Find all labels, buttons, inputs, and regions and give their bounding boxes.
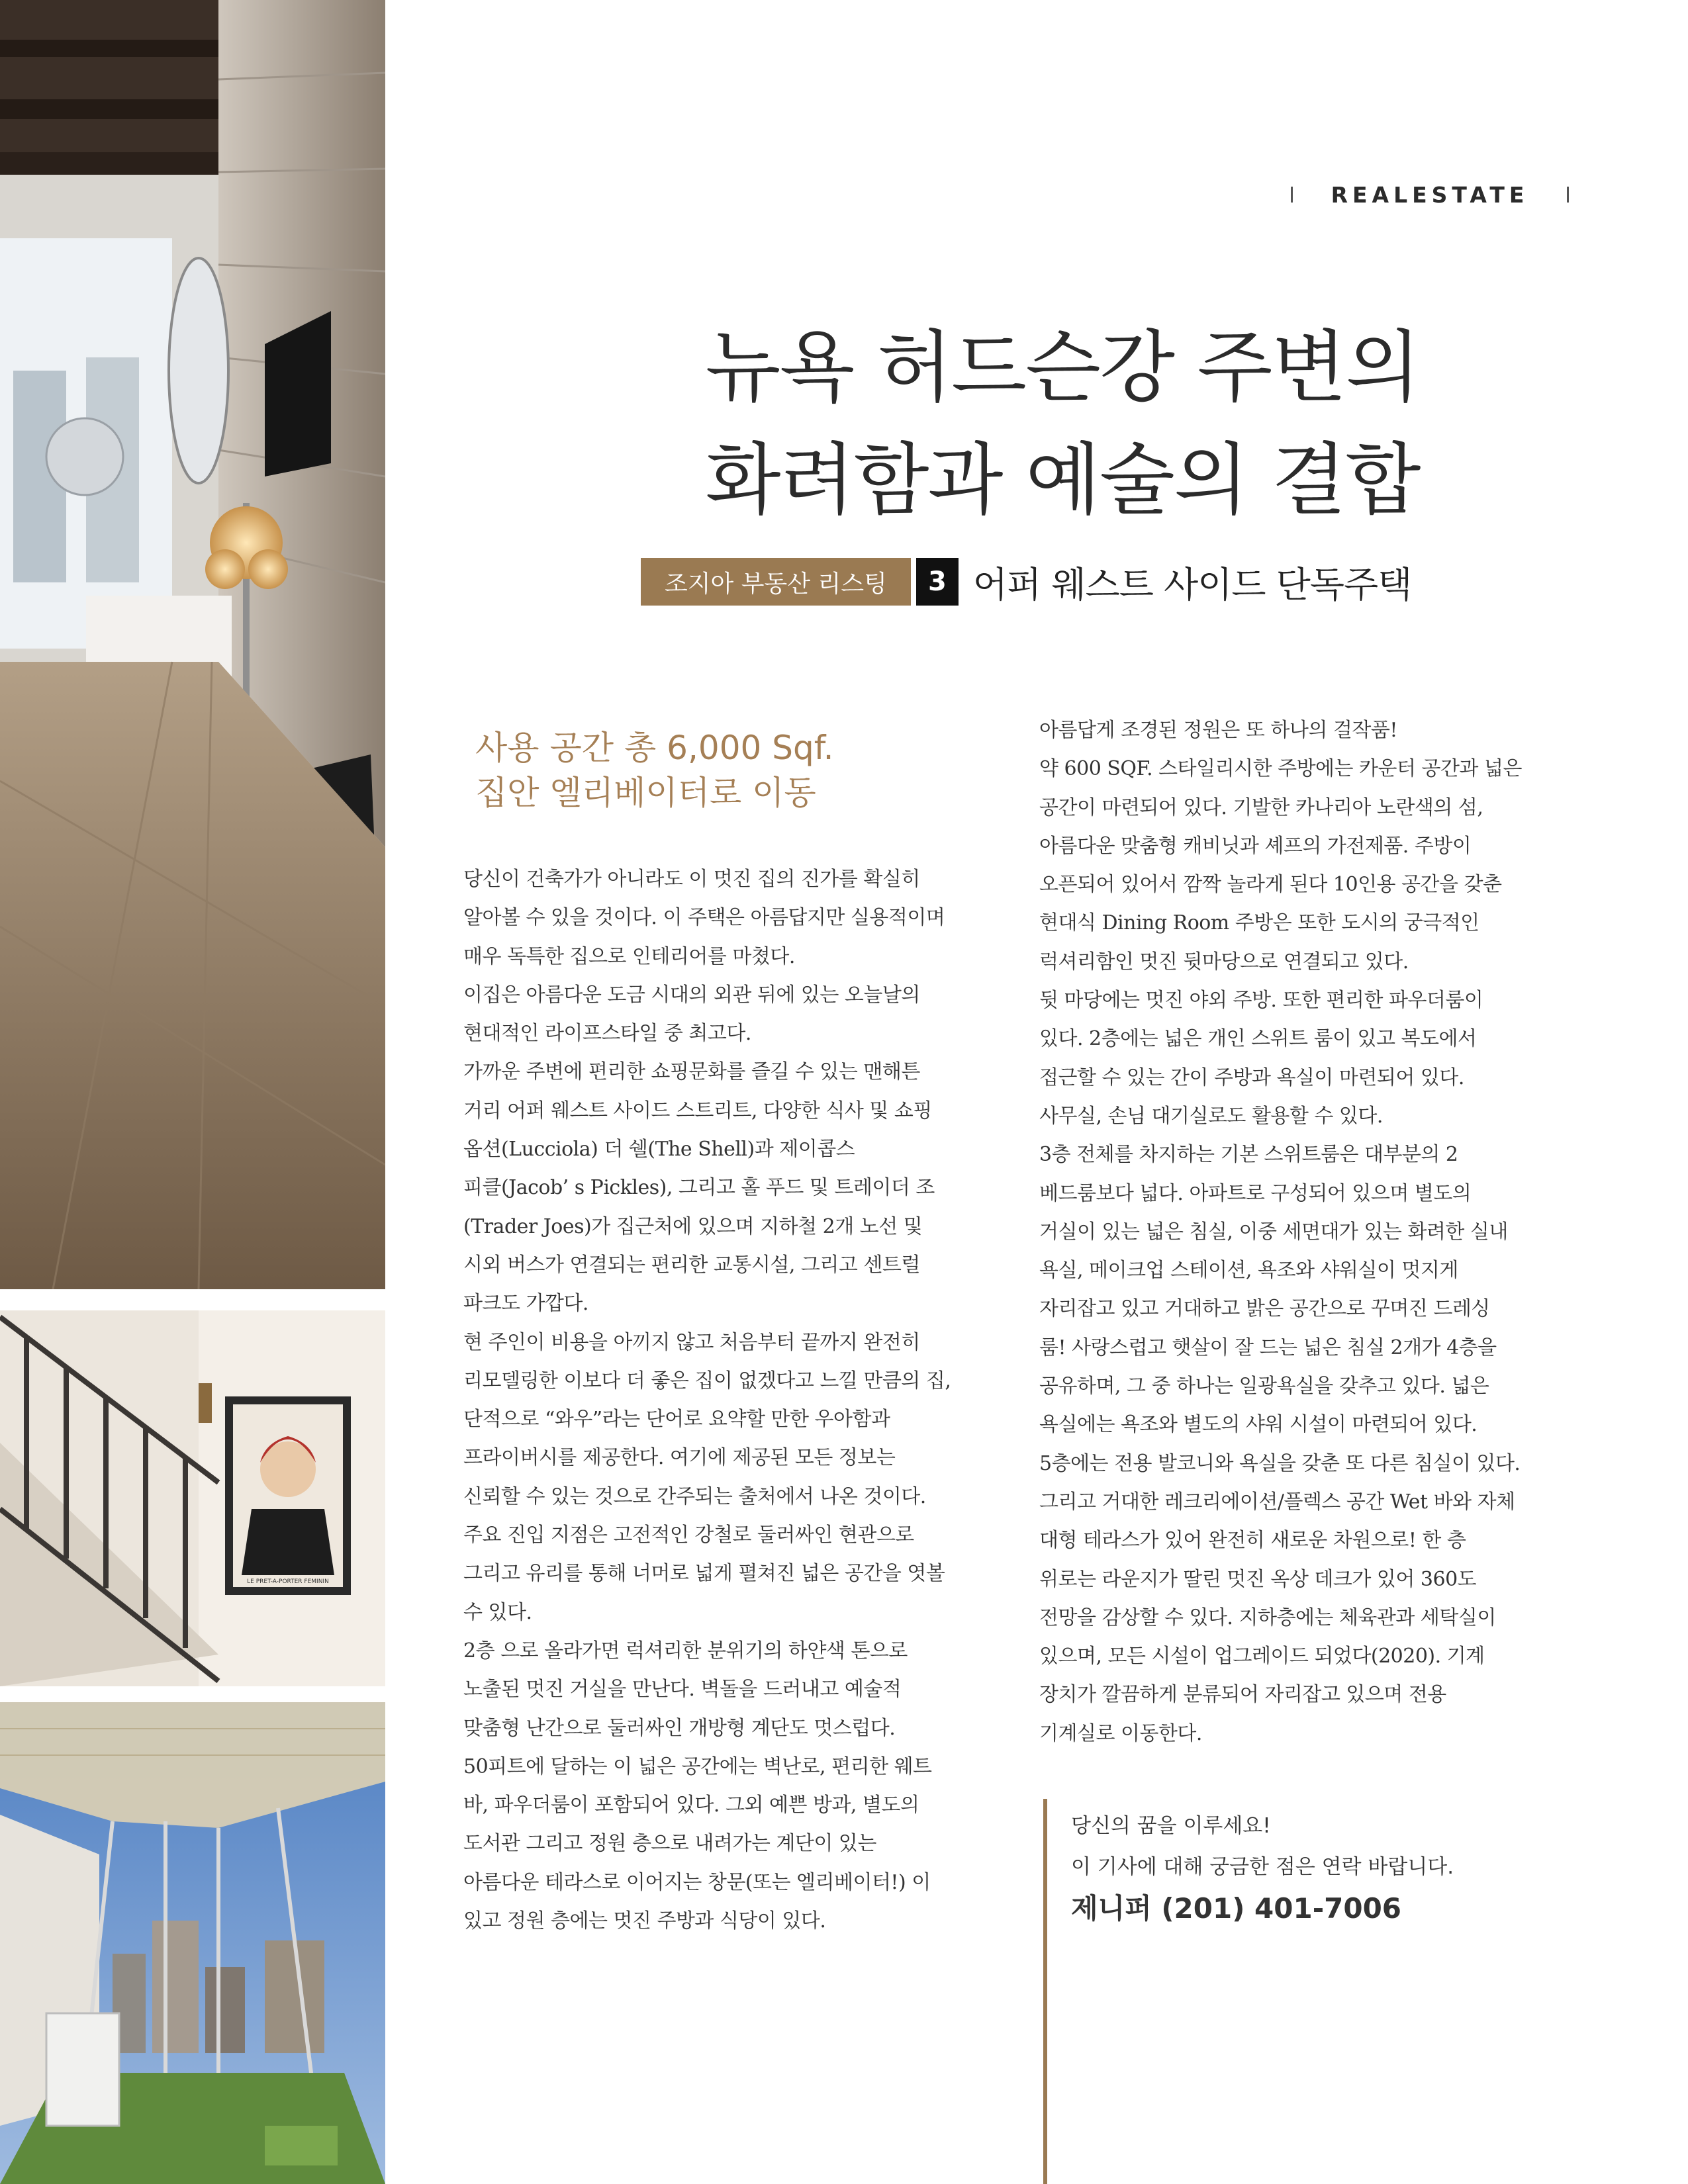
body-line: 맞춤형 난간으로 둘러싸인 개방형 계단도 멋스럽다. — [463, 1716, 896, 1740]
body-line: 바, 파우더룸이 포함되어 있다. 그외 예쁜 방과, 별도의 — [463, 1794, 919, 1817]
body-line: 아름답게 조경된 정원은 또 하나의 걸작품! — [1039, 719, 1397, 742]
body-line: 룸! 사랑스럽고 햇살이 잘 드는 넓은 침실 2개가 4층을 — [1039, 1336, 1497, 1359]
body-line: 오픈되어 있어서 깜짝 놀라게 된다 10인용 공간을 갖춘 — [1039, 873, 1502, 897]
body-line: 있으며, 모든 시설이 업그레이드 되었다(2020). 기계 — [1039, 1645, 1485, 1668]
body-line: 위로는 라운지가 딸린 멋진 옥상 데크가 있어 360도 — [1039, 1567, 1477, 1591]
body-line: 이집은 아름다운 도금 시대의 외관 뒤에 있는 오늘날의 — [463, 983, 920, 1007]
contact-box — [1071, 1805, 1561, 1930]
subheadline — [475, 725, 1005, 815]
body-line: 장치가 깔끔하게 분류되어 자리잡고 있으며 전용 — [1039, 1683, 1446, 1707]
divider-bar — [1291, 187, 1293, 203]
listing-banner — [641, 558, 1411, 606]
contact-accent-rule — [1043, 1799, 1047, 2184]
body-line: 전망을 감상할 수 있다. 지하층에는 체육관과 세탁실이 — [1039, 1606, 1496, 1629]
body-line: 리모델링한 이보다 더 좋은 집이 없겠다고 느낄 만큼의 집, — [463, 1369, 951, 1392]
body-line: 도서관 그리고 정원 층으로 내려가는 계단이 있는 — [463, 1832, 876, 1856]
article-column-right — [1039, 711, 1562, 1753]
body-line: 당신이 건축가가 아니라도 이 멋진 집의 진가를 확실히 — [463, 868, 920, 891]
body-line: 신뢰할 수 있는 것으로 간주되는 출처에서 나온 것이다. — [463, 1484, 926, 1508]
body-line: 접근할 수 있는 간이 주방과 욕실이 마련되어 있다. — [1039, 1066, 1464, 1089]
contact-tagline: 당신의 꿈을 이루세요! — [1071, 1814, 1271, 1838]
body-line: 욕실, 메이크업 스테이션, 욕조와 샤워실이 멋지게 — [1039, 1259, 1458, 1283]
body-line: 그리고 유리를 통해 너머로 넓게 펼쳐진 넓은 공간을 엿볼 — [463, 1562, 945, 1586]
staircase-photo — [0, 1310, 385, 1686]
body-line: 약 600 SQF. 스타일리시한 주방에는 카운터 공간과 넓은 — [1039, 757, 1522, 781]
body-line: 대형 테라스가 있어 완전히 새로운 차원으로! 한 층 — [1039, 1529, 1466, 1553]
headline — [583, 311, 1542, 536]
body-line: 50피트에 달하는 이 넓은 공간에는 벽난로, 편리한 웨트 — [463, 1754, 932, 1778]
body-line: 단적으로 “와우”라는 단어로 요약할 만한 우아함과 — [463, 1408, 890, 1432]
body-line: 현 주인이 비용을 아끼지 않고 처음부터 끝까지 완전히 — [463, 1330, 920, 1354]
section-tag-label: REALESTATE — [1331, 181, 1529, 208]
body-line: 시외 버스가 연결되는 편리한 교통시설, 그리고 센트럴 — [463, 1253, 920, 1277]
body-line: 그리고 거대한 레크리에이션/플렉스 공간 Wet 바와 자체 — [1039, 1490, 1515, 1514]
body-line: 사무실, 손님 대기실로도 활용할 수 있다. — [1039, 1104, 1383, 1128]
listing-label: 조지아 부동산 리스팅 — [641, 558, 911, 606]
body-line: 아름다운 맞춤형 캐비닛과 셰프의 가전제품. 주방이 — [1039, 834, 1472, 858]
section-tag — [1291, 180, 1569, 209]
body-line: 가까운 주변에 편리한 쇼핑문화를 즐길 수 있는 맨해튼 — [463, 1060, 920, 1084]
body-line: 현대적인 라이프스타일 중 최고다. — [463, 1022, 751, 1046]
rooftop-deck-photo — [0, 1702, 385, 2184]
body-line: 프라이버시를 제공한다. 여기에 제공된 모든 정보는 — [463, 1446, 896, 1470]
subhead-line-1: 사용 공간 총 6,000 Sqf. — [475, 729, 834, 767]
body-line: 거리 어퍼 웨스트 사이드 스트리트, 다양한 식사 및 쇼핑 — [463, 1099, 932, 1122]
body-line: 있고 정원 층에는 멋진 주방과 식당이 있다. — [463, 1909, 826, 1933]
listing-title: 어퍼 웨스트 사이드 단독주택 — [972, 563, 1412, 606]
article-column-left — [463, 860, 1000, 1940]
subhead-line-2: 집안 엘리베이터로 이동 — [475, 774, 816, 812]
body-line: 알아볼 수 있을 것이다. 이 주택은 아름답지만 실용적이며 — [463, 906, 945, 930]
body-line: 기계실로 이동한다. — [1039, 1721, 1202, 1745]
body-line: 베드룸보다 넓다. 아파트로 구성되어 있으며 별도의 — [1039, 1181, 1472, 1205]
body-line: 거실이 있는 넓은 침실, 이중 세면대가 있는 화려한 실내 — [1039, 1220, 1508, 1244]
body-line: 공간이 마련되어 있다. 기발한 카나리아 노란색의 섬, — [1039, 796, 1483, 819]
contact-note: 이 기사에 대해 궁금한 점은 연락 바랍니다. — [1071, 1855, 1454, 1879]
loft-interior-photo — [0, 0, 385, 1289]
body-line: 2층 으로 올라가면 럭셔리한 분위기의 하얀색 톤으로 — [463, 1639, 908, 1662]
body-line: 매우 독특한 집으로 인테리어를 마쳤다. — [463, 944, 795, 968]
body-line: 5층에는 전용 발코니와 욕실을 갖춘 또 다른 침실이 있다. — [1039, 1451, 1521, 1475]
listing-number: 3 — [916, 558, 959, 606]
body-line: (Trader Joes)가 집근처에 있으며 지하철 2개 노선 및 — [463, 1214, 923, 1238]
body-line: 파크도 가깝다. — [463, 1292, 588, 1316]
body-line: 욕실에는 욕조와 별도의 샤워 시설이 마련되어 있다. — [1039, 1413, 1477, 1437]
body-line: 있다. 2층에는 넓은 개인 스위트 룸이 있고 복도에서 — [1039, 1027, 1477, 1051]
svg-text:LE PRET-A-PORTER FEMININ: LE PRET-A-PORTER FEMININ — [247, 1578, 329, 1585]
headline-line-2: 화려함과 예술의 결합 — [705, 434, 1420, 525]
body-line: 아름다운 테라스로 이어지는 창문(또는 엘리베이터!) 이 — [463, 1870, 931, 1894]
body-line: 뒷 마당에는 멋진 야외 주방. 또한 편리한 파우더룸이 — [1039, 989, 1483, 1013]
contact-phone: 제니퍼 (201) 401-7006 — [1071, 1892, 1402, 1925]
body-line: 피클(Jacob’ s Pickles), 그리고 홀 푸드 및 트레이더 조 — [463, 1176, 935, 1200]
body-line: 수 있다. — [463, 1600, 532, 1624]
body-line: 옵션(Lucciola) 더 쉘(The Shell)과 제이콥스 — [463, 1138, 855, 1161]
headline-line-1: 뉴욕 허드슨강 주변의 — [705, 322, 1420, 413]
body-line: 럭셔리함인 멋진 뒷마당으로 연결되고 있다. — [1039, 950, 1409, 974]
body-line: 공유하며, 그 중 하나는 일광욕실을 갖추고 있다. 넓은 — [1039, 1375, 1489, 1398]
divider-bar — [1567, 187, 1569, 203]
body-line: 자리잡고 있고 거대하고 밝은 공간으로 꾸며진 드레싱 — [1039, 1297, 1490, 1321]
body-line: 노출된 멋진 거실을 만난다. 벽돌을 드러내고 예술적 — [463, 1678, 902, 1702]
body-line: 3층 전체를 차지하는 기본 스위트룸은 대부분의 2 — [1039, 1143, 1458, 1167]
body-line: 주요 진입 지점은 고전적인 강철로 둘러싸인 현관으로 — [463, 1524, 914, 1547]
body-line: 현대식 Dining Room 주방은 또한 도시의 궁극적인 — [1039, 911, 1479, 935]
